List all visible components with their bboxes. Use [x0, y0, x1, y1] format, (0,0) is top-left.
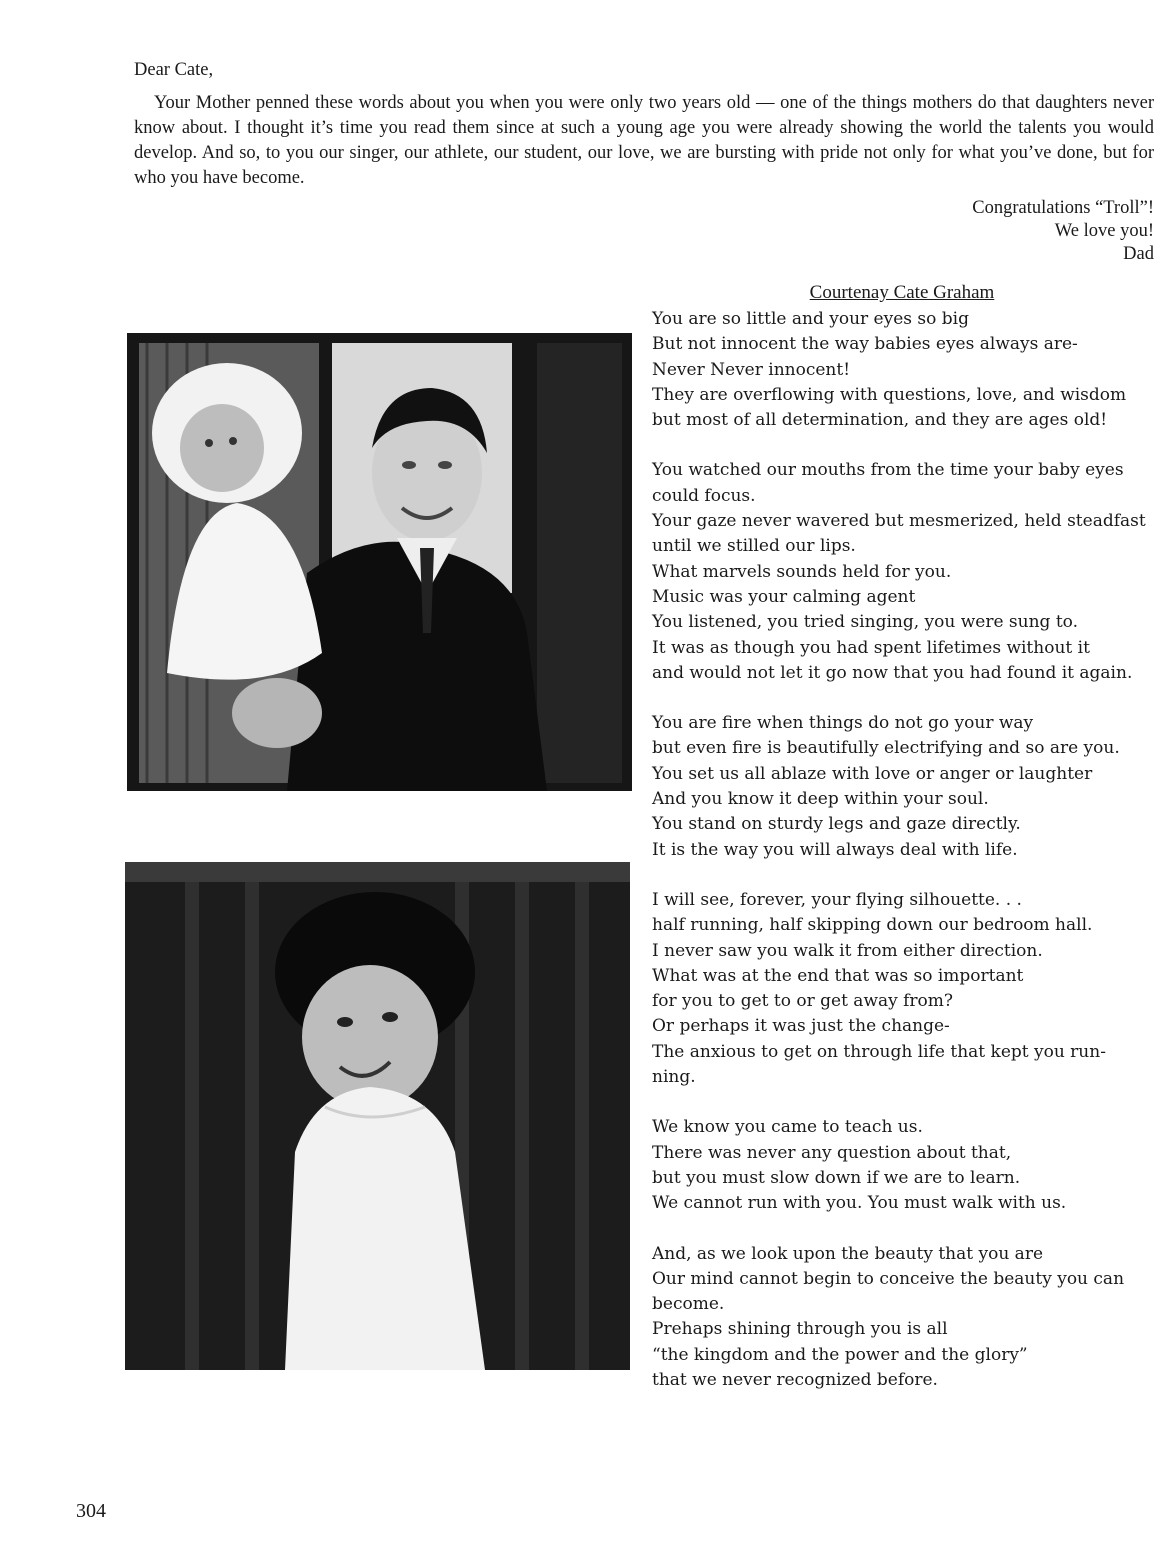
- poem-stanza: [652, 888, 1157, 1090]
- signoff-line: Dad: [1123, 244, 1154, 264]
- poem-line: I will see, forever, your flying silhouette. . .: [652, 889, 1022, 910]
- poem-line: And you know it deep within your soul.: [652, 789, 989, 810]
- poem-line: You watched our mouths from the time your baby eyes: [652, 460, 1124, 481]
- poem-line: It is the way you will always deal with life.: [652, 839, 1018, 860]
- poem-stanza: [652, 307, 1157, 433]
- letter-greeting: Dear Cate,: [134, 60, 214, 80]
- poem-line: but even fire is beautifully electrifying and so are you.: [652, 738, 1120, 759]
- poem-line: You set us all ablaze with love or anger or laughter: [652, 763, 1093, 784]
- poem-line: You are fire when things do not go your way: [652, 713, 1034, 734]
- poem-line: become.: [652, 1294, 725, 1315]
- poem-title: Courtenay Cate Graham: [809, 282, 995, 303]
- poem-line: I never saw you walk it from either direction.: [652, 940, 1043, 961]
- poem-line: Our mind cannot begin to conceive the beauty you can: [652, 1268, 1125, 1289]
- poem-line: and would not let it go now that you had found it again.: [652, 662, 1133, 683]
- poem-line: We know you came to teach us.: [652, 1117, 923, 1138]
- poem-stanza: [652, 711, 1157, 863]
- poem-line: We cannot run with you. You must walk with us.: [652, 1193, 1067, 1214]
- poem-line: half running, half skipping down our bedroom hall.: [652, 915, 1093, 936]
- photo-father-holding-baby: [127, 333, 632, 791]
- poem-line: It was as though you had spent lifetimes without it: [652, 637, 1090, 658]
- poem-stanza: [652, 1242, 1157, 1394]
- photo-smiling-toddler-image: [125, 862, 630, 1370]
- poem-line: ning.: [652, 1067, 696, 1088]
- letter-signoff: [972, 197, 1154, 266]
- photo-smiling-toddler: [125, 862, 630, 1370]
- photo-father-holding-baby-image: [127, 333, 632, 791]
- signoff-line: We love you!: [1054, 221, 1154, 241]
- poem-line: You stand on sturdy legs and gaze directly.: [652, 814, 1021, 835]
- poem-stanza: [652, 458, 1157, 686]
- poem-line: could focus.: [652, 485, 756, 506]
- poem-line: What was at the end that was so important: [652, 965, 1024, 986]
- poem-line: but most of all determination, and they are ages old!: [652, 410, 1108, 431]
- poem-line: What marvels sounds held for you.: [652, 561, 952, 582]
- poem-stanza: [652, 1115, 1157, 1216]
- signoff-line: Congratulations “Troll”!: [972, 198, 1154, 218]
- poem-line: until we stilled our lips.: [652, 536, 856, 557]
- poem-line: But not innocent the way babies eyes always are-: [652, 334, 1078, 355]
- poem: [652, 307, 1157, 1418]
- poem-line: You are so little and your eyes so big: [652, 309, 969, 329]
- poem-line: Your gaze never wavered but mesmerized, held steadfast: [652, 511, 1146, 532]
- poem-line: And, as we look upon the beauty that you are: [652, 1243, 1043, 1264]
- poem-line: The anxious to get on through life that kept you run-: [652, 1041, 1106, 1062]
- poem-line: Never Never innocent!: [652, 359, 851, 380]
- poem-line: but you must slow down if we are to learn.: [652, 1167, 1021, 1188]
- poem-line: They are overflowing with questions, love, and wisdom: [652, 384, 1127, 405]
- page-number: 304: [76, 1500, 106, 1522]
- poem-line: You listened, you tried singing, you were sung to.: [652, 612, 1078, 633]
- poem-line: Prehaps shining through you is all: [652, 1319, 948, 1340]
- letter-body: Your Mother penned these words about you when you were only two years old — one of the things mothers do that daughters never know about. I thought it’s time you read them since at such a young age you were already showing the world the talents you would develop. And so, to you our singer, our athlete, our student, our love, we are bursting with pride not only for what you’ve done, but for who you have become.: [134, 93, 1154, 188]
- poem-line: Music was your calming agent: [652, 586, 916, 607]
- poem-line: Or perhaps it was just the change-: [652, 1016, 950, 1037]
- poem-line: for you to get to or get away from?: [652, 991, 954, 1012]
- poem-line: “the kingdom and the power and the glory”: [652, 1344, 1028, 1365]
- poem-line: that we never recognized before.: [652, 1369, 938, 1390]
- letter: [134, 58, 1154, 191]
- poem-line: There was never any question about that,: [652, 1142, 1012, 1163]
